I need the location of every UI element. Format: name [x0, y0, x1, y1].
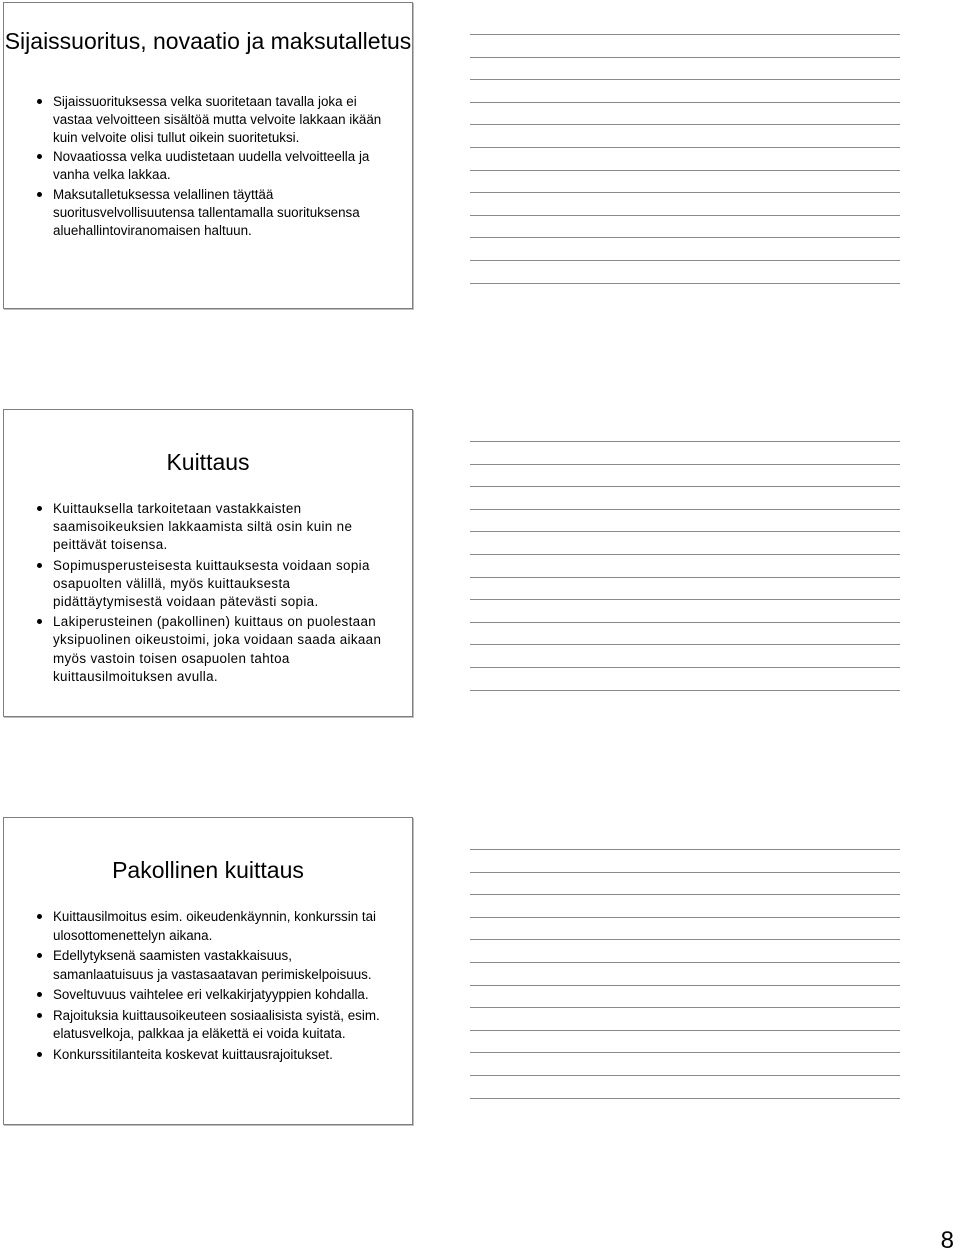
- note-line: [470, 509, 900, 532]
- bullet-text: Sijaissuorituksessa velka suoritetaan tavalla joka ei vastaa velvoitteen sisältöä mutta velvoite lakkaan ikään kuin velvoite olisi tullut oikein suoritetuksi.: [53, 94, 382, 145]
- bullet-icon: [37, 99, 42, 104]
- notes-lines: [470, 34, 900, 305]
- note-line: [470, 962, 900, 985]
- note-line: [470, 690, 900, 713]
- bullet-item: [53, 613, 384, 686]
- bullet-icon: [37, 914, 42, 919]
- slide-title: Sijaissuoritus, novaatio ja maksutalletus: [4, 28, 412, 54]
- bullet-item: [53, 557, 384, 612]
- notes-lines: [470, 441, 900, 712]
- note-line: [470, 1075, 900, 1098]
- note-line: [470, 622, 900, 645]
- note-line: [470, 147, 900, 170]
- note-line: [470, 215, 900, 238]
- note-line: [470, 441, 900, 464]
- bullet-icon: [37, 953, 42, 958]
- note-line: [470, 644, 900, 667]
- slide-title: Pakollinen kuittaus: [112, 857, 304, 883]
- bullet-text: Rajoituksia kuittausoikeuteen sosiaalisista syistä, esim. elatusvelkoja, palkkaa ja eläkettä ei voida kuitata.: [53, 1007, 380, 1041]
- bullet-list: [53, 908, 384, 1066]
- note-line: [470, 237, 900, 260]
- bullet-text: Sopimusperusteisesta kuittauksesta voidaan sopia osapuolten välillä, myös kuittauksesta pidättäytymisestä voidaan pätevästi sopia.: [53, 557, 370, 610]
- bullet-item: [53, 1007, 384, 1044]
- bullet-item: [53, 500, 384, 555]
- bullet-text: Kuittausilmoitus esim. oikeudenkäynnin, konkurssin tai ulosottomenettelyn aikana.: [53, 909, 377, 943]
- note-line: [470, 985, 900, 1008]
- note-line: [470, 577, 900, 600]
- bullet-icon: [37, 192, 42, 197]
- bullet-icon: [37, 619, 42, 624]
- note-line: [470, 34, 900, 57]
- note-line: [470, 667, 900, 690]
- bullet-list: [53, 500, 384, 688]
- note-line: [470, 1030, 900, 1053]
- bullet-icon: [37, 506, 42, 511]
- bullet-icon: [37, 154, 42, 159]
- bullet-text: Novaatiossa velka uudistetaan uudella velvoitteella ja vanha velka lakkaa.: [53, 149, 370, 183]
- bullet-item: [53, 986, 384, 1005]
- bullet-text: Edellytyksenä saamisten vastakkaisuus, samanlaatuisuus ja vastasaatavan perimiskelpoisuus.: [53, 948, 372, 982]
- note-line: [470, 894, 900, 917]
- note-line: [470, 57, 900, 80]
- page-number: 8: [940, 1227, 954, 1254]
- note-line: [470, 849, 900, 872]
- bullet-text: Soveltuvuus vaihtelee eri velkakirjatyyppien kohdalla.: [53, 987, 369, 1002]
- note-line: [470, 486, 900, 509]
- bullet-icon: [37, 1013, 42, 1018]
- bullet-icon: [37, 1052, 42, 1057]
- note-line: [470, 1098, 900, 1121]
- slide-3: [3, 817, 413, 1125]
- note-line: [470, 170, 900, 193]
- bullet-item: [53, 186, 384, 239]
- bullet-item: [53, 1046, 384, 1065]
- slide-1: [3, 2, 413, 309]
- note-line: [470, 917, 900, 940]
- bullet-icon: [37, 992, 42, 997]
- note-line: [470, 260, 900, 283]
- slide-2: [3, 409, 413, 717]
- note-line: [470, 464, 900, 487]
- bullet-item: [53, 947, 384, 984]
- bullet-list: [53, 93, 384, 241]
- note-line: [470, 79, 900, 102]
- note-line: [470, 531, 900, 554]
- bullet-icon: [37, 563, 42, 568]
- note-line: [470, 283, 900, 306]
- note-line: [470, 1007, 900, 1030]
- bullet-text: Kuittauksella tarkoitetaan vastakkaisten saamisoikeuksien lakkaamista siltä osin kuin ne peittävät toisensa.: [53, 501, 353, 553]
- bullet-item: [53, 148, 384, 184]
- bullet-text: Lakiperusteinen (pakollinen) kuittaus on puolestaan yksipuolinen oikeustoimi, joka voidaan saada aikaan myös vastoin toisen osapuolen tahtoa kuittausilmoituksen avulla.: [53, 614, 382, 684]
- bullet-item: [53, 93, 384, 146]
- note-line: [470, 124, 900, 147]
- bullet-text: Konkurssitilanteita koskevat kuittausrajoitukset.: [53, 1046, 333, 1062]
- note-line: [470, 192, 900, 215]
- note-line: [470, 554, 900, 577]
- note-line: [470, 872, 900, 895]
- notes-lines: [470, 849, 900, 1120]
- note-line: [470, 599, 900, 622]
- bullet-item: [53, 908, 384, 945]
- note-line: [470, 102, 900, 125]
- bullet-text: Maksutalletuksessa velallinen täyttää suoritusvelvollisuutensa tallentamalla suorituksensa aluehallintoviranomaisen haltuun.: [53, 186, 360, 238]
- note-line: [470, 939, 900, 962]
- note-line: [470, 1052, 900, 1075]
- slide-title: Kuittaus: [166, 449, 250, 475]
